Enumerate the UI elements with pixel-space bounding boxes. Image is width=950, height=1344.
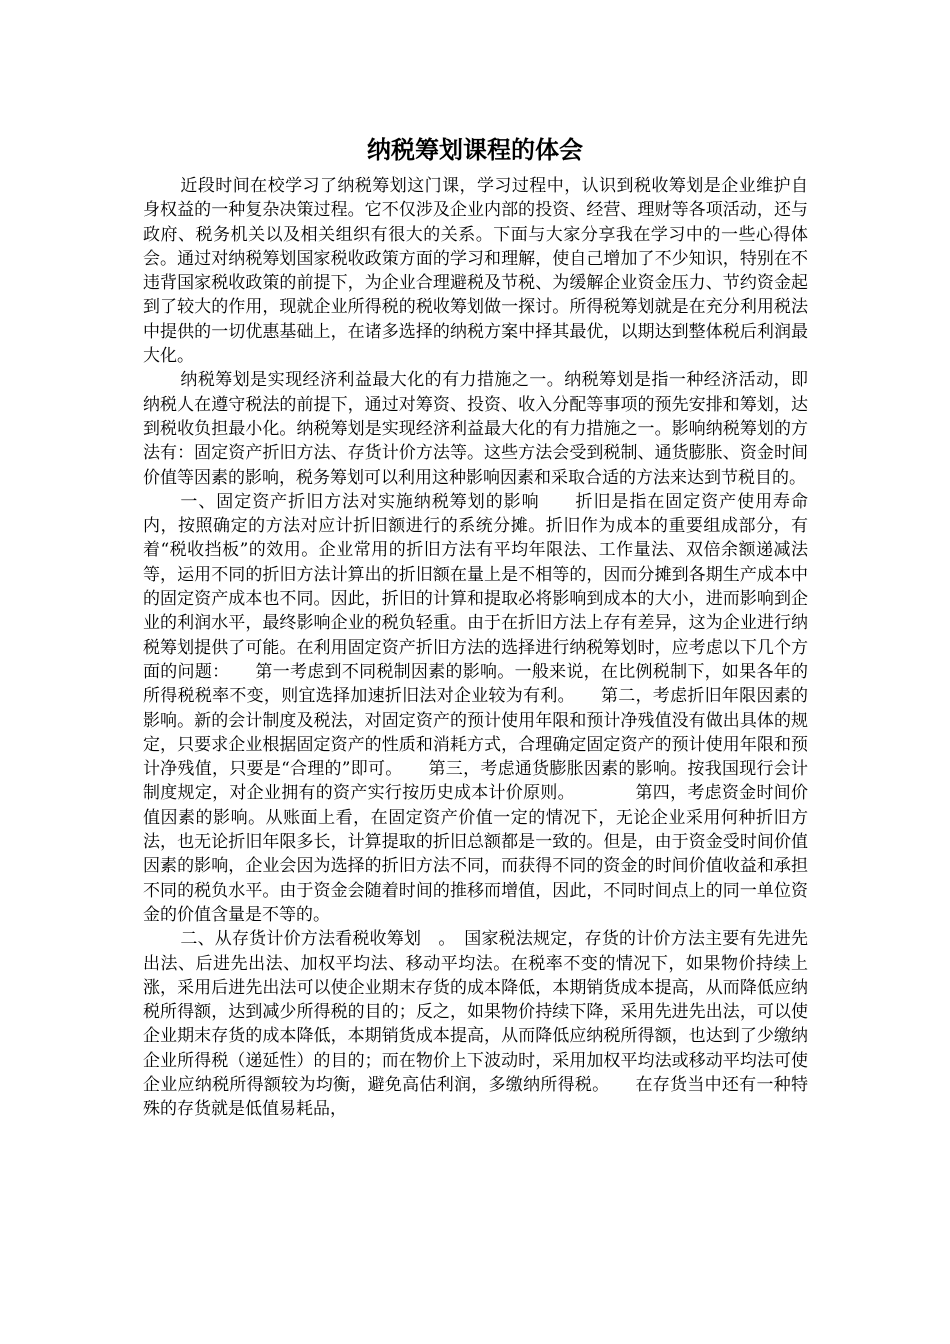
document-title: 纳税筹划课程的体会 [367, 136, 583, 164]
document-body [143, 174, 808, 1122]
paragraph-definition: 纳税筹划是实现经济利益最大化的有力措施之一。纳税筹划是指一种经济活动，即纳税人在遵守税法的前提下，通过对筹资、投资、收入分配等事项的预先安排和筹划，达到税收负担最小化。纳税筹划是实现经济利益最大化的有力措施之一。影响纳税筹划的方法有：固定资产折旧方法、存货计价方法等。这些方法会受到税制、通货膨胀、资金时间价值等因素的影响，税务筹划可以利用这种影响因素和采取合适的方法来达到节税目的。 [143, 370, 808, 488]
paragraph-depreciation: 一、固定资产折旧方法对实施纳税筹划的影响 折旧是指在固定资产使用寿命内，按照确定的方法对应计折旧额进行的系统分摊。折旧作为成本的重要组成部分，有着“税收挡板”的效用。企业常用的折旧方法有平均年限法、工作量法、双倍余额递减法等，运用不同的折旧方法计算出的折旧额在量上是不相等的，因而分摊到各期生产成本中的固定资产成本也不同。因此，折旧的计算和提取必将影响到成本的大小，进而影响到企业的利润水平，最终影响企业的税负轻重。由于在折旧方法上存有差异，这为企业进行纳税筹划提供了可能。在利用固定资产折旧方法的选择进行纳税筹划时，应考虑以下几个方面的问题： 第一考虑到不同税制因素的影响。一般来说，在比例税制下，如果各年的所得税税率不变，则宜选择加速折旧法对企业较为有利。 第二，考虑折旧年限因素的影响。新的会计制度及税法，对固定资产的预计使用年限和预计净残值没有做出具体的规定，只要求企业根据固定资产的性质和消耗方式，合理确定固定资产的预计使用年限和预计净残值，只要是“合理的”即可。 第三，考虑通货膨胀因素的影响。按我国现行会计制度规定，对企业拥有的资产实行按历史成本计价原则。 第四，考虑资金时间价值因素的影响。从账面上看，在固定资产价值一定的情况下，无论企业采用何种折旧方法，也无论折旧年限多长，计算提取的折旧总额都是一致的。但是，由于资金受时间价值因素的影响，企业会因为选择的折旧方法不同，而获得不同的资金的时间价值收益和承担不同的税负水平。由于资金会随着时间的推移而增值，因此，不同时间点上的同一单位资金的价值含量是不等的。 [143, 491, 808, 925]
paragraph-inventory: 二、从存货计价方法看税收筹划 。 国家税法规定，存货的计价方法主要有先进先出法、后进先出法、加权平均法、移动平均法。在税率不变的情况下，如果物价持续上涨，采用后进先出法可以使企业期末存货的成本降低，本期销货成本提高，从而降低应纳税所得额，达到减少所得税的目的；反之，如果物价持续下降，采用先进先出法，可以使企业期末存货的成本降低，本期销货成本提高，从而降低应纳税所得额，也达到了少缴纳企业所得税（递延性）的目的；而在物价上下波动时，采用加权平均法或移动平均法可使企业应纳税所得额较为均衡，避免高估利润，多缴纳所得税。 在存货当中还有一种特殊的存货就是低值易耗品， [143, 929, 808, 1120]
paragraph-intro: 近段时间在校学习了纳税筹划这门课，学习过程中，认识到税收筹划是企业维护自身权益的一种复杂决策过程。它不仅涉及企业内部的投资、经营、理财等各项活动，还与政府、税务机关以及相关组织有很大的关系。下面与大家分享我在学习中的一些心得体会。通过对纳税筹划国家税收政策方面的学习和理解，使自己增加了不少知识，特别在不违背国家税收政策的前提下，为企业合理避税及节税、为缓解企业资金压力、节约资金起到了较大的作用，现就企业所得税的税收筹划做一探讨。所得税筹划就是在充分利用税法中提供的一切优惠基础上，在诸多选择的纳税方案中择其最优，以期达到整体税后利润最大化。 [143, 176, 808, 367]
